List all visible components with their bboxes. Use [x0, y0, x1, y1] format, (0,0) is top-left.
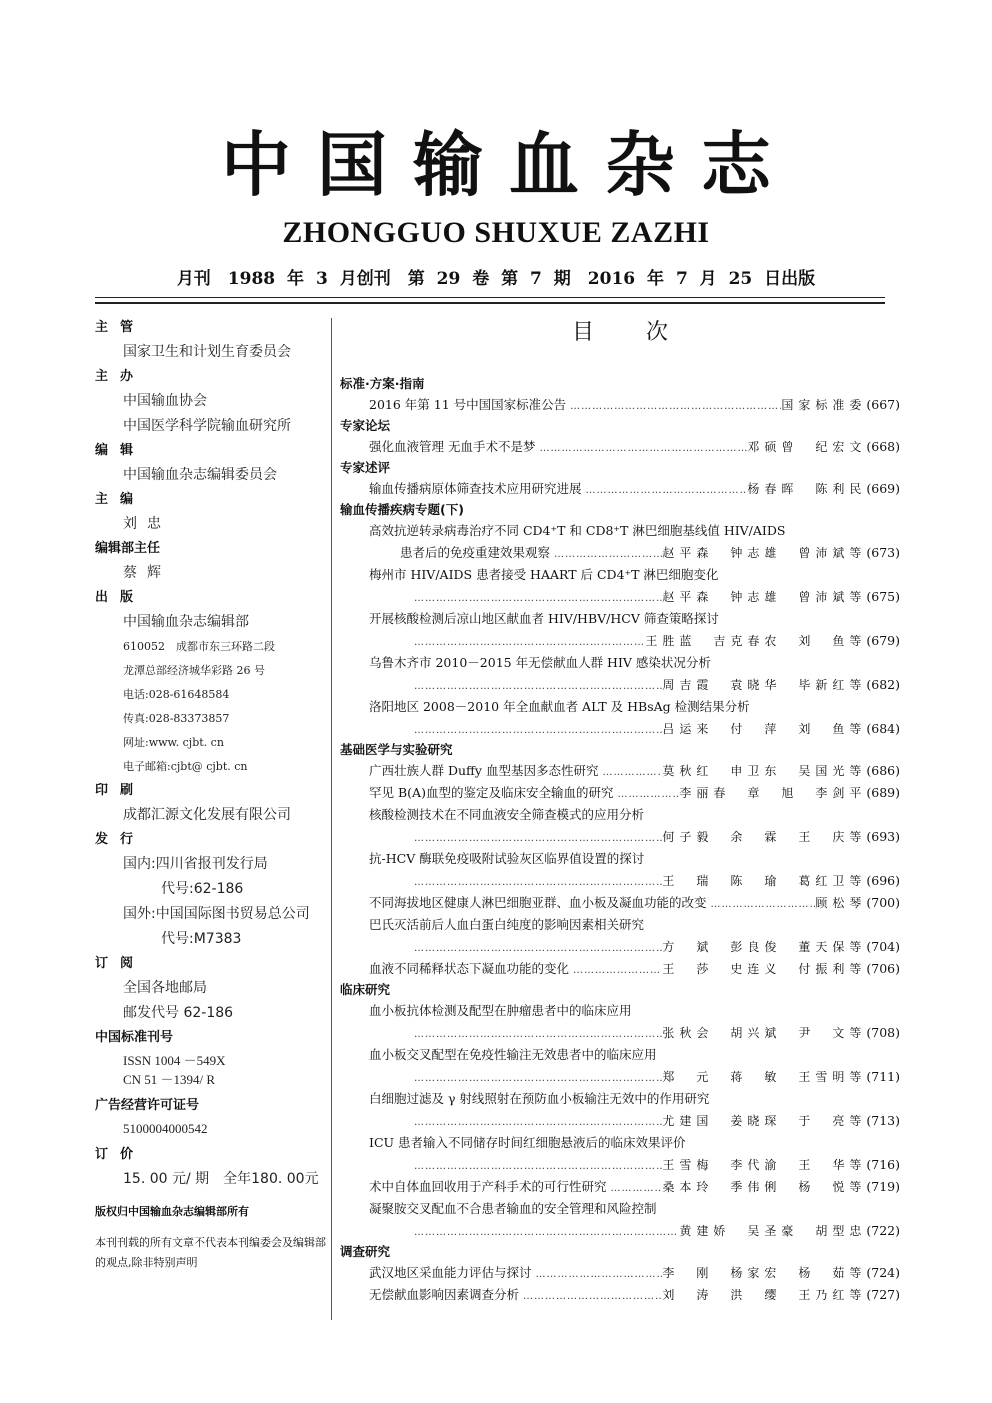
- entry-title: 血液不同稀释状态下凝血功能的变化: [369, 961, 570, 976]
- entry-title[interactable]: 乌鲁木齐市 2010－2015 年无偿献血人群 HIV 感染状况分析: [369, 655, 711, 670]
- toc-entry-authors: [340, 1220, 900, 1242]
- toc-entry[interactable]: [340, 760, 900, 782]
- entry-title: 无偿献血影响因素调查分析: [369, 1287, 520, 1302]
- leader-dots: [414, 1222, 679, 1244]
- section-heading: 基础医学与实验研究: [340, 742, 453, 757]
- address-line-1: 610052 成都市东三环路二段: [123, 640, 275, 653]
- entry-authors: 刘 涛 洪 缨 王乃红等: [662, 1288, 867, 1302]
- entry-title: 广西壮族人群 Duffy 血型基因多态性研究: [369, 763, 599, 778]
- entry-page: (716): [866, 1157, 900, 1172]
- leader-dots: [598, 762, 662, 784]
- section-heading: 专家述评: [340, 460, 391, 475]
- domestic-code: 代号:62-186: [161, 881, 244, 897]
- toc-entry[interactable]: [340, 892, 900, 914]
- publisher-label: 出版: [95, 590, 146, 605]
- leader-dots: [613, 784, 679, 806]
- entry-page: (724): [866, 1265, 900, 1280]
- phone: 电话:028-61648584: [123, 688, 230, 701]
- entry-title[interactable]: 凝聚胺交叉配血不合患者输血的安全管理和风险控制: [369, 1201, 657, 1216]
- entry-title: 罕见 B(A)血型的鉴定及临床安全输血的研究: [369, 785, 614, 800]
- entry-page: (706): [866, 961, 900, 976]
- section-heading: 专家论坛: [340, 418, 391, 433]
- leader-dots: [414, 938, 662, 960]
- entry-page: (727): [866, 1287, 900, 1302]
- entry-page: (675): [866, 589, 900, 604]
- subscription-label: 订阅: [95, 956, 146, 971]
- printer-value: 成都汇源文化发展有限公司: [123, 807, 291, 823]
- leader-dots: [414, 1024, 662, 1046]
- toc-entry[interactable]: [340, 394, 900, 416]
- leader-dots: [535, 438, 747, 460]
- entry-title[interactable]: 白细胞过滤及 γ 射线照射在预防血小板输注无效中的作用研究: [369, 1091, 710, 1106]
- toc-entry-authors: [340, 586, 900, 608]
- chief-editor-label: 主编: [95, 492, 146, 507]
- entry-authors: 王 瑞 陈 瑜 葛红卫等: [662, 874, 867, 888]
- toc-entry-authors: [340, 1022, 900, 1044]
- leader-dots: [414, 872, 662, 894]
- toc-entry[interactable]: [340, 436, 900, 458]
- cn-number: CN 51 －1394/ R: [123, 1072, 216, 1087]
- director-value: 蔡辉: [123, 565, 171, 581]
- entry-page: (667): [866, 397, 900, 412]
- entry-authors: 尤建国 姜晓琛 于 亮等: [662, 1114, 867, 1128]
- toc-entry[interactable]: [340, 782, 900, 804]
- entry-title[interactable]: 巴氏灭活前后人血白蛋白纯度的影响因素相关研究: [369, 917, 645, 932]
- entry-title[interactable]: 梅州市 HIV/AIDS 患者接受 HAART 后 CD4⁺T 淋巴细胞变化: [369, 567, 719, 582]
- journal-title-chinese: 中国输血杂志: [221, 123, 797, 206]
- entry-authors: 赵平森 钟志雄 曾沛斌等: [662, 546, 867, 560]
- entry-title[interactable]: 洛阳地区 2008－2010 年全血献血者 ALT 及 HBsAg 检测结果分析: [369, 699, 750, 714]
- entry-page: (708): [866, 1025, 900, 1040]
- entry-page: (693): [866, 829, 900, 844]
- entry-authors: 王 莎 史连义 付振利等: [662, 962, 867, 976]
- price-value: 15. 00 元/ 期 全年180. 00元: [123, 1171, 319, 1187]
- organizer-value-2: 中国医学科学院输血研究所: [123, 418, 291, 434]
- toc-entry[interactable]: [340, 1262, 900, 1284]
- publisher-value: 中国输血杂志编辑部: [123, 614, 249, 630]
- entry-title: 不同海拔地区健康人淋巴细胞亚群、血小板及凝血功能的改变: [369, 895, 707, 910]
- entry-page: (686): [866, 763, 900, 778]
- toc-entry[interactable]: [340, 478, 900, 500]
- entry-authors: 王雪梅 李代渝 王 华等: [662, 1158, 867, 1172]
- toc-entry[interactable]: [340, 1176, 900, 1198]
- entry-authors: 莫秋红 申卫东 吴国光等: [662, 764, 867, 778]
- leader-dots: [519, 1286, 662, 1308]
- entry-page: (684): [866, 721, 900, 736]
- section-heading: 输血传播疾病专题(下): [340, 502, 464, 517]
- website: 网址:www. cjbt. cn: [123, 736, 224, 749]
- leader-dots: [607, 1178, 663, 1200]
- entry-title[interactable]: 核酸检测技术在不同血液安全筛查模式的应用分析: [369, 807, 645, 822]
- distribution-label: 发行: [95, 832, 146, 847]
- ad-license-label: 广告经营许可证号: [95, 1098, 200, 1113]
- toc-entry-authors: [340, 630, 900, 652]
- entry-page: (713): [866, 1113, 900, 1128]
- leader-dots: [414, 1068, 662, 1090]
- organizer-value-1: 中国输血协会: [123, 393, 207, 409]
- leader-dots: [414, 676, 662, 698]
- entry-authors: 李 刚 杨家宏 杨 茹等: [662, 1266, 867, 1280]
- entry-authors: 国家标准委: [781, 398, 867, 412]
- leader-dots: [707, 894, 816, 916]
- entry-title: 2016 年第 11 号中国国家标准公告: [369, 397, 567, 412]
- foreign-code: 代号:M7383: [161, 931, 242, 947]
- entry-title[interactable]: 抗-HCV 酶联免疫吸附试验灰区临界值设置的探讨: [369, 851, 645, 866]
- leader-dots: [414, 1156, 662, 1178]
- editor-value: 中国输血杂志编辑委员会: [123, 467, 277, 483]
- publication-info-sidebar: [95, 318, 325, 1273]
- toc-entry-authors: [340, 674, 900, 696]
- chief-editor-value: 刘忠: [123, 516, 171, 532]
- toc-entry[interactable]: [340, 542, 900, 564]
- domestic-distributor: 国内:四川省报刊发行局: [123, 856, 268, 872]
- leader-dots: [414, 828, 662, 850]
- issn: ISSN 1004 －549X: [123, 1053, 226, 1068]
- entry-page: (711): [866, 1069, 900, 1084]
- entry-authors: 顾松琴: [815, 896, 867, 910]
- postal-code: 邮发代号 62-186: [123, 1005, 234, 1021]
- leader-dots: [414, 1112, 662, 1134]
- entry-authors: 方 斌 彭良俊 董天保等: [662, 940, 867, 954]
- toc-heading: 目次: [571, 320, 720, 345]
- entry-authors: 王胜蓝 吉克春农 刘 鱼等: [645, 634, 867, 648]
- entry-authors: 李丽春 章 旭 李剑平: [679, 786, 867, 800]
- foreign-distributor: 国外:中国国际图书贸易总公司: [123, 906, 310, 922]
- entry-page: (682): [866, 677, 900, 692]
- entry-page: (704): [866, 939, 900, 954]
- entry-title: 术中自体血回收用于产科手术的可行性研究: [369, 1179, 607, 1194]
- address-line-2: 龙潭总部经济城华彩路 26 号: [123, 664, 265, 677]
- entry-authors: 吕运来 付 萍 刘 鱼等: [662, 722, 867, 736]
- section-heading: 调查研究: [340, 1244, 391, 1259]
- leader-dots: [414, 720, 662, 742]
- toc-entry-authors: [340, 936, 900, 958]
- header-rule-thin: [95, 297, 885, 298]
- toc-entry-authors: [340, 718, 900, 740]
- entry-title-continued: 患者后的免疫重建效果观察: [400, 545, 551, 560]
- masthead: [0, 120, 992, 289]
- entry-page: (668): [866, 439, 900, 454]
- column-divider: [331, 318, 332, 1320]
- entry-page: (719): [866, 1179, 900, 1194]
- entry-title: 强化血液管理 无血手术不是梦: [369, 439, 536, 454]
- leader-dots: [582, 480, 748, 502]
- leader-dots: [532, 1264, 663, 1286]
- entry-authors: 何子毅 余 霖 王 庆等: [662, 830, 867, 844]
- toc-entry-authors: [340, 870, 900, 892]
- leader-dots: [414, 588, 662, 610]
- fax: 传真:028-83373857: [123, 712, 230, 725]
- toc-entry-authors: [340, 1110, 900, 1132]
- issue-info: 月刊 1988 年 3 月创刊 第 29 卷 第 7 期 2016 年 7 月 25 日出版: [176, 269, 816, 289]
- entry-page: (700): [866, 895, 900, 910]
- entry-authors: 张秋会 胡兴斌 尹 文等: [662, 1026, 867, 1040]
- toc-entry[interactable]: [340, 958, 900, 980]
- disclaimer: 本刊刊载的所有文章不代表本刊编委会及编辑部的观点,除非特别声明: [95, 1236, 326, 1269]
- leader-dots: [569, 960, 662, 982]
- toc-entry-authors: [340, 1154, 900, 1176]
- toc-entry[interactable]: [340, 1284, 900, 1306]
- entry-title[interactable]: 血小板抗体检测及配型在肿瘤患者中的临床应用: [369, 1003, 632, 1018]
- entry-title[interactable]: ICU 患者输入不同储存时间红细胞悬液后的临床效果评价: [369, 1135, 686, 1150]
- journal-title-english: ZHONGGUO SHUXUE ZAZHI: [282, 216, 710, 249]
- entry-authors: 周吉霞 袁晓华 毕新红等: [662, 678, 867, 692]
- entry-page: (679): [866, 633, 900, 648]
- entry-authors: 杨春晖 陈利民: [747, 482, 867, 496]
- entry-title[interactable]: 血小板交叉配型在免疫性输注无效患者中的临床应用: [369, 1047, 657, 1062]
- entry-authors: 黄建娇 吴圣豪 胡型忠: [679, 1224, 867, 1238]
- copyright-notice: 版权归中国输血杂志编辑部所有: [95, 1205, 249, 1218]
- entry-authors: 邓硕曾 纪宏文: [747, 440, 867, 454]
- leader-dots: [414, 632, 645, 654]
- entry-authors: 赵平森 钟志雄 曾沛斌等: [662, 590, 867, 604]
- entry-title: 输血传播病原体筛查技术应用研究进展: [369, 481, 582, 496]
- entry-page: (669): [866, 481, 900, 496]
- price-label: 订价: [95, 1147, 146, 1162]
- director-label: 编辑部主任: [95, 541, 161, 556]
- toc-entry-authors: [340, 826, 900, 848]
- entry-authors: 郑 元 蒋 敏 王雪明等: [662, 1070, 867, 1084]
- entry-authors: 桑本玲 季伟俐 杨 悦等: [662, 1180, 867, 1194]
- leader-dots: [566, 396, 781, 418]
- leader-dots: [550, 544, 662, 566]
- entry-page: (722): [866, 1223, 900, 1238]
- standard-number-label: 中国标准刊号: [95, 1030, 174, 1045]
- sponsor-value: 国家卫生和计划生育委员会: [123, 344, 291, 360]
- section-heading: 标准·方案·指南: [340, 376, 425, 391]
- printer-label: 印刷: [95, 783, 146, 798]
- editor-label: 编辑: [95, 443, 146, 458]
- sponsor-label: 主管: [95, 320, 146, 335]
- table-of-contents: [340, 318, 900, 1306]
- subscription-value: 全国各地邮局: [123, 980, 207, 996]
- entry-title[interactable]: 开展核酸检测后凉山地区献血者 HIV/HBV/HCV 筛查策略探讨: [369, 611, 719, 626]
- organizer-label: 主办: [95, 369, 146, 384]
- entry-page: (689): [866, 785, 900, 800]
- section-heading: 临床研究: [340, 982, 391, 997]
- toc-entry-authors: [340, 1066, 900, 1088]
- ad-license-value: 5100004000542: [123, 1121, 208, 1136]
- entry-title[interactable]: 高效抗逆转录病毒治疗不同 CD4⁺T 和 CD8⁺T 淋巴细胞基线值 HIV/AIDS: [369, 523, 786, 538]
- entry-title: 武汉地区采血能力评估与探讨: [369, 1265, 532, 1280]
- entry-page: (673): [866, 545, 900, 560]
- email: 电子邮箱:cjbt@ cjbt. cn: [123, 760, 248, 773]
- entry-page: (696): [866, 873, 900, 888]
- header-rule-thick: [95, 302, 885, 304]
